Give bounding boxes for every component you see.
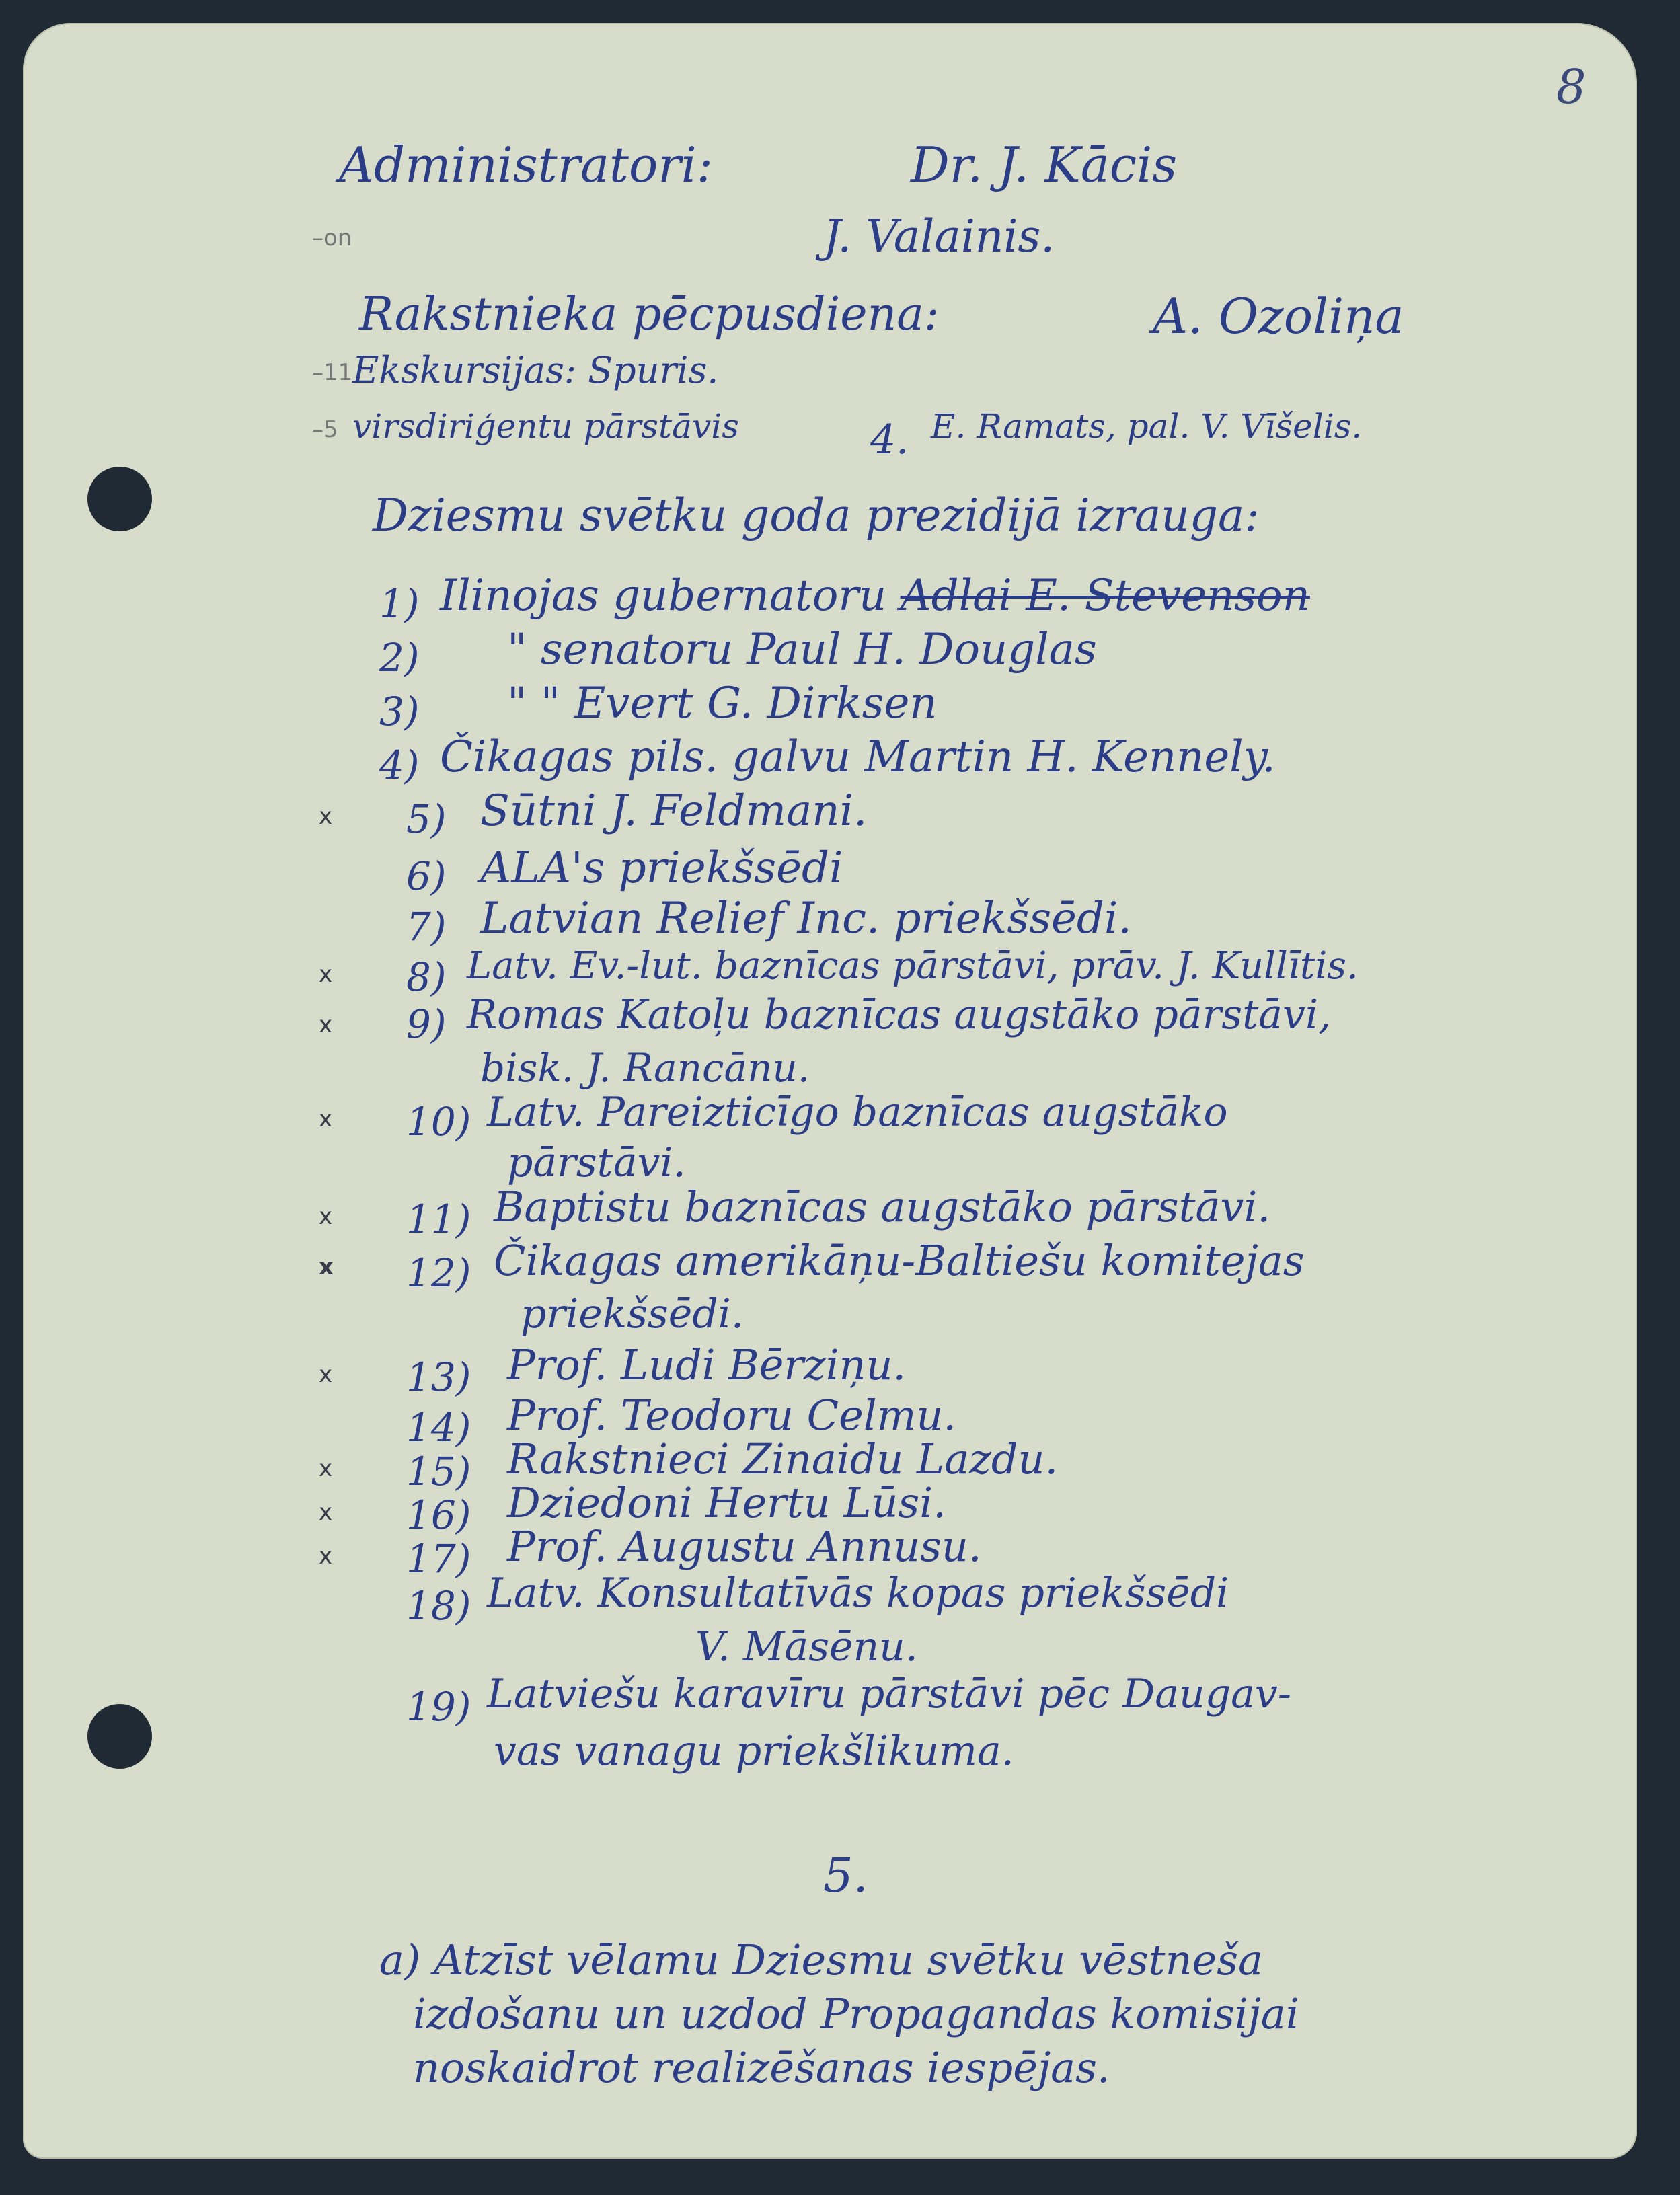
x-mark-17: x <box>319 1543 333 1570</box>
admin-label: Administratori: <box>339 137 713 193</box>
x-mark-5: x <box>319 803 333 830</box>
item-18-text: Latv. Konsultatīvās kopas priekšsēdi <box>487 1570 1229 1617</box>
item-13-number: 13) <box>406 1354 471 1400</box>
item-18-text-2: V. Māsēnu. <box>695 1623 918 1670</box>
conductors-names: E. Ramats, pal. V. Vīšelis. <box>931 407 1363 446</box>
x-mark-12: x <box>319 1254 334 1280</box>
item-10-text-2: pārstāvi. <box>507 1139 686 1186</box>
section-4: 4. <box>870 416 909 463</box>
item-9-text-2: bisk. J. Rancānu. <box>480 1045 810 1091</box>
item-16-number: 16) <box>406 1492 471 1538</box>
item-10-number: 10) <box>406 1099 471 1145</box>
item-11-number: 11) <box>406 1196 471 1242</box>
item-17-text: Prof. Augustu Annusu. <box>507 1522 982 1571</box>
item-16-text: Dziedoni Hertu Lūsi. <box>507 1478 946 1527</box>
x-mark-10: x <box>319 1106 333 1132</box>
pencil-mark-3: –5 <box>312 416 338 443</box>
item-7-text: Latvian Relief Inc. priekšsēdi. <box>480 894 1132 944</box>
excursions: Ekskursijas: Spuris. <box>352 349 719 391</box>
item-7-number: 7) <box>406 904 447 950</box>
para-a-line-1: a) Atzīst vēlamu Dziesmu svētku vēstneša <box>379 1935 1263 1985</box>
item-19-text: Latviešu karavīru pārstāvi pēc Daugav- <box>487 1670 1292 1718</box>
item-8-number: 8) <box>406 954 447 1000</box>
item-5-text: Sūtni J. Feldmani. <box>480 786 868 836</box>
writer-label: Rakstnieka pēcpusdiena: <box>359 288 940 341</box>
admin-name-2: J. Valainis. <box>823 210 1055 262</box>
punch-hole-top <box>87 467 152 531</box>
item-4-text: Čikagas pils. galvu Martin H. Kennely. <box>440 732 1276 782</box>
item-4-number: 4) <box>379 742 420 788</box>
para-a-line-3: noskaidrot realizēšanas iespējas. <box>413 2043 1110 2092</box>
document-page <box>23 23 1637 2159</box>
presidium-heading: Dziesmu svētku goda prezidijā izrauga: <box>373 490 1260 541</box>
item-1-text: Ilinojas gubernatoru Adlai E. Stevenson <box>440 571 1310 621</box>
x-mark-9: x <box>319 1011 333 1038</box>
item-12-text-2: priekšsēdi. <box>521 1291 744 1338</box>
item-3-number: 3) <box>379 689 420 734</box>
page-number: 8 <box>1556 59 1587 114</box>
item-15-number: 15) <box>406 1449 471 1494</box>
item-2-number: 2) <box>379 635 420 681</box>
para-a-line-2: izdošanu un uzdod Propagandas komisijai <box>413 1989 1299 2038</box>
item-11-text: Baptistu baznīcas augstāko pārstāvi. <box>494 1182 1271 1231</box>
pencil-mark-2: –11 <box>312 359 353 386</box>
item-12-number: 12) <box>406 1250 471 1296</box>
item-10-text: Latv. Pareizticīgo baznīcas augstāko <box>487 1089 1228 1136</box>
item-13-text: Prof. Ludi Bērziņu. <box>507 1340 907 1389</box>
item-9-number: 9) <box>406 1001 447 1047</box>
item-1-struck: Adlai E. Stevenson <box>900 571 1310 621</box>
item-2-text: " senatoru Paul H. Douglas <box>507 625 1097 675</box>
x-mark-13: x <box>319 1361 333 1388</box>
item-5-number: 5) <box>406 796 447 842</box>
item-14-text: Prof. Teodoru Celmu. <box>507 1391 957 1440</box>
item-1-number: 1) <box>379 581 420 627</box>
admin-name-1: Dr. J. Kācis <box>911 137 1178 193</box>
writer-name: A. Ozoliņa <box>1153 288 1404 344</box>
pencil-mark-1: –on <box>312 225 352 252</box>
section-5: 5. <box>823 1848 868 1903</box>
x-mark-16: x <box>319 1499 333 1526</box>
item-17-number: 17) <box>406 1536 471 1582</box>
punch-hole-bottom <box>87 1704 152 1769</box>
x-mark-11: x <box>319 1203 333 1230</box>
x-mark-8: x <box>319 961 333 988</box>
item-15-text: Rakstnieci Zinaidu Lazdu. <box>507 1434 1059 1484</box>
item-18-number: 18) <box>406 1583 471 1629</box>
item-8-text: Latv. Ev.-lut. baznīcas pārstāvi, prāv. J. Kullītis. <box>467 944 1359 988</box>
item-19-number: 19) <box>406 1684 471 1730</box>
item-3-text: " " Evert G. Dirksen <box>507 679 938 728</box>
conductors-label: virsdiriģentu pārstāvis <box>352 407 739 446</box>
x-mark-15: x <box>319 1455 333 1482</box>
item-9-text: Romas Katoļu baznīcas augstāko pārstāvi, <box>467 991 1332 1038</box>
item-12-text: Čikagas amerikāņu-Baltiešu komitejas <box>494 1236 1305 1285</box>
item-6-text: ALA's priekšsēdi <box>480 843 843 893</box>
item-6-number: 6) <box>406 853 447 899</box>
item-19-text-2: vas vanagu priekšlikuma. <box>494 1728 1014 1775</box>
item-14-number: 14) <box>406 1405 471 1451</box>
